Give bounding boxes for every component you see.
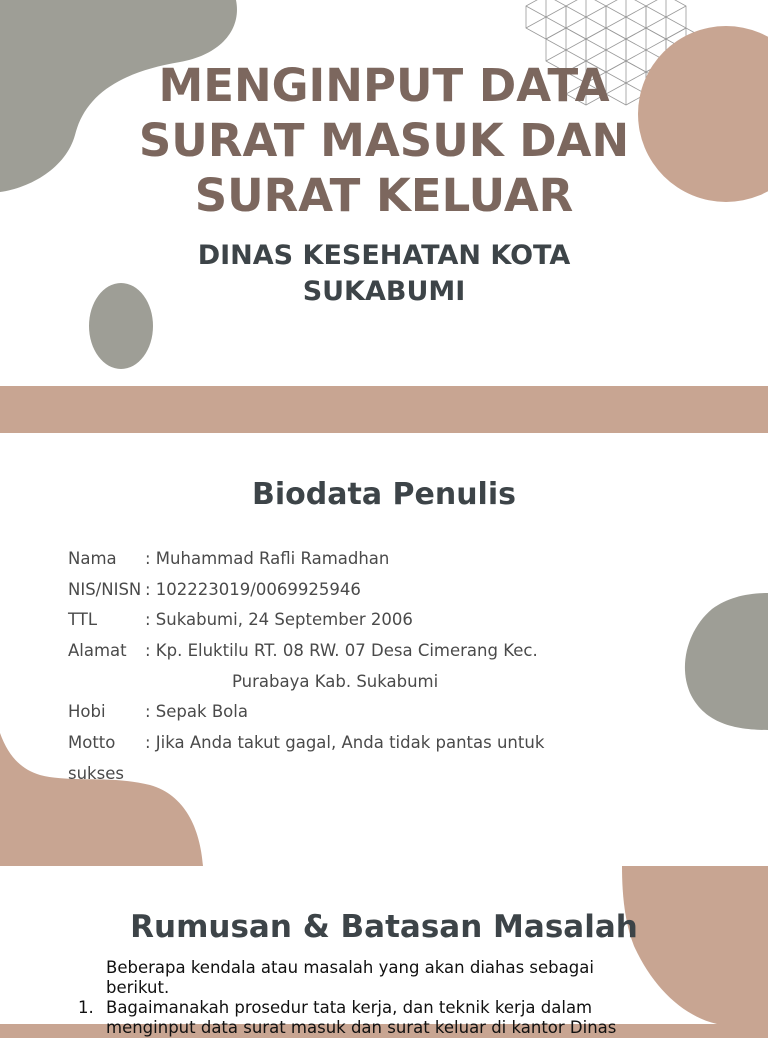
- problem-slide: [0, 866, 768, 1037]
- problem-intro: [106, 958, 626, 998]
- biodata-value: : Sepak Bola: [145, 702, 248, 722]
- biodata-heading: Biodata Penulis: [252, 477, 516, 512]
- biodata-row-motto: [68, 728, 668, 759]
- biodata-value: sukses: [68, 763, 124, 783]
- biodata-label: TTL: [68, 610, 98, 630]
- biodata-label: Alamat: [68, 641, 127, 661]
- biodata-label: NIS/NISN: [68, 579, 142, 599]
- subtitle-line: SUKABUMI: [302, 276, 466, 307]
- subtitle-line: DINAS KESEHATAN KOTA: [197, 240, 571, 271]
- biodata-value: : Muhammad Rafli Ramadhan: [145, 549, 390, 568]
- problem-list: [78, 998, 638, 1038]
- list-number: 1.: [78, 998, 94, 1017]
- biodata-label: Nama: [68, 549, 117, 568]
- biodata-row-motto-cont: [68, 759, 668, 790]
- biodata-row-alamat-cont: [68, 667, 668, 698]
- list-item-text: Bagaimanakah prosedur tata kerja, dan teknik kerja dalam: [106, 998, 593, 1017]
- biodata-value: : Sukabumi, 24 September 2006: [145, 610, 413, 630]
- title-slide: [0, 0, 768, 386]
- presentation-subtitle: [100, 238, 668, 310]
- biodata-row-nama: [68, 544, 668, 575]
- biodata-label: Motto: [68, 733, 116, 753]
- grey-blob-decoration: [684, 593, 768, 730]
- intro-line: berikut.: [106, 978, 170, 997]
- list-item-text: menginput data surat masuk dan surat keluar di kantor Dinas: [106, 1018, 617, 1037]
- biodata-value: : 102223019/0069925946: [145, 579, 361, 599]
- tan-blob-decoration: [622, 866, 768, 1024]
- biodata-value: Purabaya Kab. Sukabumi: [232, 671, 439, 691]
- biodata-value: : Jika Anda takut gagal, Anda tidak pantas untuk: [145, 733, 545, 753]
- list-item: [78, 998, 638, 1038]
- biodata-row-nisn: [68, 575, 668, 606]
- problem-heading: Rumusan & Batasan Masalah: [130, 909, 638, 945]
- biodata-label: Hobi: [68, 702, 106, 722]
- biodata-list: [68, 544, 668, 790]
- title-line: SURAT KELUAR: [194, 169, 574, 222]
- biodata-value: : Kp. Eluktilu RT. 08 RW. 07 Desa Cimerang Kec.: [145, 641, 538, 661]
- biodata-row-hobi: [68, 697, 668, 728]
- title-line: SURAT MASUK DAN: [138, 114, 630, 167]
- biodata-row-alamat: [68, 636, 668, 667]
- biodata-slide: [0, 433, 768, 866]
- presentation-title: [60, 58, 708, 223]
- intro-line: Beberapa kendala atau masalah yang akan diahas sebagai: [106, 958, 594, 977]
- biodata-row-ttl: [68, 605, 668, 636]
- title-line: MENGINPUT DATA: [158, 59, 610, 112]
